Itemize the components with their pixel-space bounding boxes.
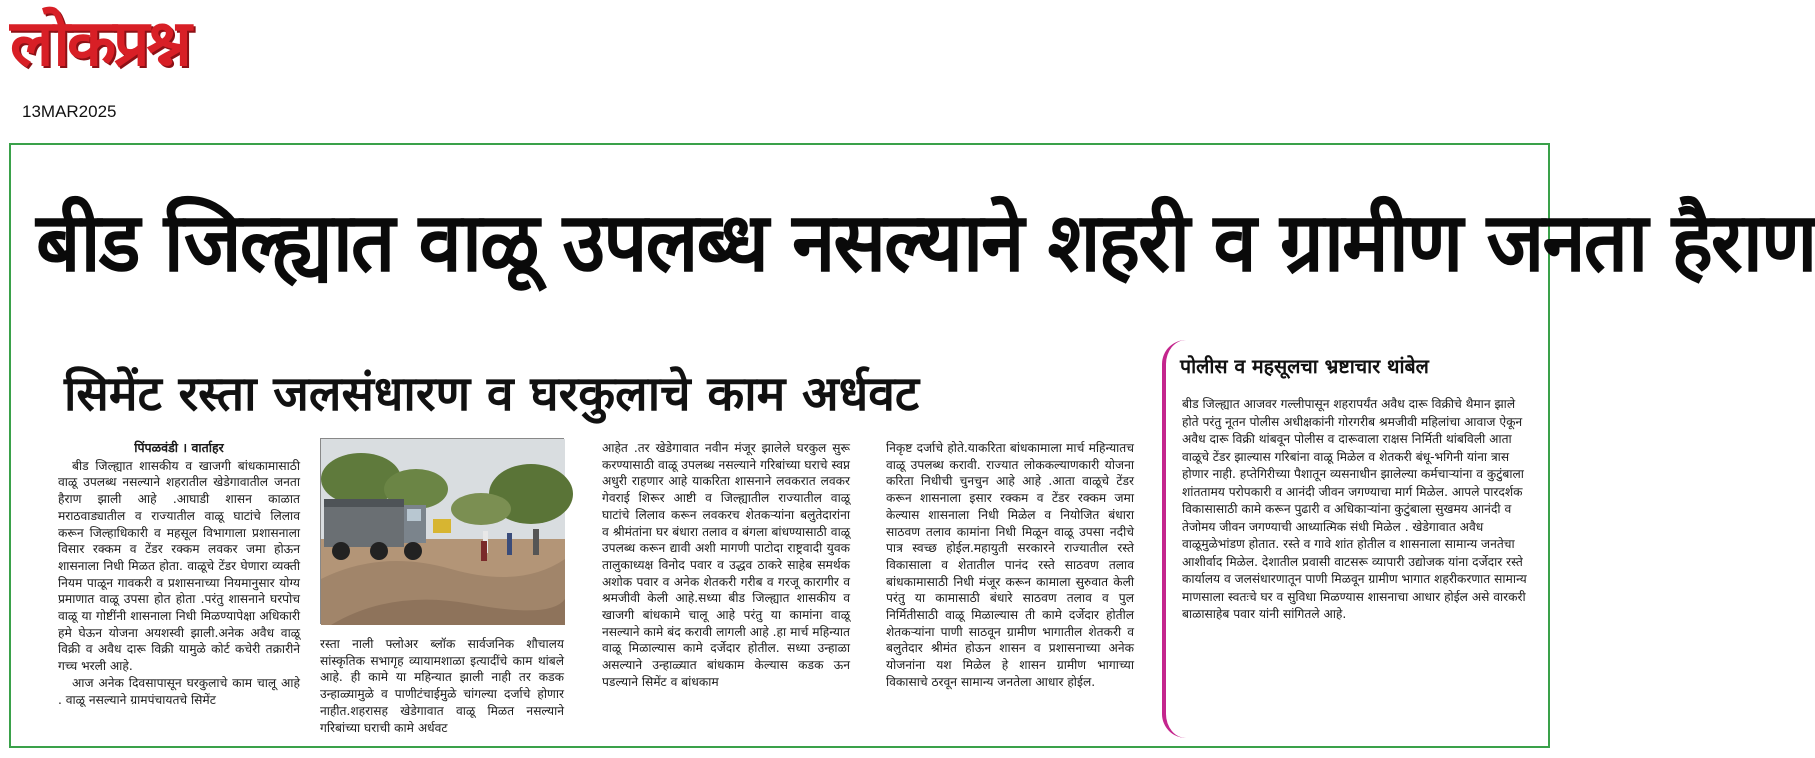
sidebar-text: बीड जिल्ह्यात आजवर गल्लीपासून शहरापर्यंत अवैध दारू विक्रीचे थैमान झाले होते परंतु नूतन पोलीस अधीक्षकांनी गोरगरीब श्रमजीवी महिलांचा आवाज ऐकून अवैध दारू विक्री थांबवून पोलीस व दारूवाला राक्षस निर्मिती थांबविली आता वाळूचे टेंडर झाल्यास गरिबांना वाळू मिळेल व शेतकरी बंधू-भगिनी यांना त्रास होणार नाही. हप्तेगिरीच्या पैशातून व्यसनाधीन झालेल्या कर्मचाऱ्यांना व कुटुंबाला शांततामय परोपकारी व आनंदी जीवन जगण्याचा मार्ग मिळेल. आपले पारदर्शक विकासासाठी कामे करून पुढारी व अधिकाऱ्यांना कुटुंबाला सुखमय आनंदी व तेजोमय जीवन जगण्याची आध्यात्मिक संधी मिळेल . खेडेगावात अवैध वाळूमुळेभांडण होतात. रस्ते व गावे शांत होतील व शासनाला सामान्य जनतेचा आशीर्वाद मिळेल. देशातील प्रवासी वाटसरू व्यापारी उद्योजक यांना दर्जेदार रस्ते कार्यालय व जलसंधारणातून पाणी मिळवून ग्रामीण भागात शहरीकरणात सामान्य माणसाला स्वतःचे घर व सुविधा मिळण्यास शासनाचा आधार होईल असे वारकरी बाळासाहेब पवार यांनी सांगितले आहे.	[1182, 397, 1527, 621]
sand-truck-photo	[321, 439, 565, 625]
column-2-paragraph: रस्ता नाली फ्लोअर ब्लॉक सार्वजनिक शौचालय सांस्कृतिक सभागृह व्यायामशाळा इत्यादींचे काम थांबले आहे. ही कामे या महिन्यात झाली नाही तर कडक उन्हाळ्यामुळे व पाणीटंचाईमुळे चांगल्या दर्जाचे होणार नाहीत.शहरासह खेडेगावात वाळू मिळत नसल्याने गरिबांच्या घराची कामे अर्धवट	[320, 637, 564, 735]
article-subheadline: सिमेंट रस्ता जलसंधारण व घरकुलाचे काम अर्धवट	[64, 366, 920, 422]
column-4-paragraph: निकृष्ट दर्जाचे होते.याकरिता बांधकामाला मार्च महिन्यातच वाळू उपलब्ध करावी. राज्यात लोककल्याणकारी योजना करिता निधीची चुनचुन आहे आहे .आता वाळूचे टेंडर करून शासनाला इसार रक्कम व टेंडर रक्कम जमा केल्यास शासनाला निधी मिळेल व नियोजित बंधारा साठवण तलाव कामांना निधी मिळून वाळू उपसा नदीचे पात्र स्वच्छ होईल.महायुती सरकारने राज्यातील रस्ते विकासाला व शेतातील पानंद रस्ते साठवण तलाव बांधकामासाठी निधी मंजूर करून कामाला सुरुवात केली परंतु या कामासाठी बंधारे साठवण तलाव व पुल निर्मितीसाठी वाळू मिळाल्यास ती कामे दर्जेदार होतील शेतकऱ्यांना पाणी साठवून ग्रामीण भागातील शेतकरी व बलुतेदार श्रीमंत होऊन शासन व प्रशासनाच्या अनेक योजनांना यश मिळेल हे शासन ग्रामीण भागाच्या विकासाचे ठरवून सामान्य जनतेला आधार होईल.	[886, 441, 1134, 689]
article-column-1	[58, 440, 300, 740]
article-column-4	[886, 440, 1134, 740]
column-3-paragraph: आहेत .तर खेडेगावात नवीन मंजूर झालेले घरकुल सुरू करण्यासाठी वाळू उपलब्ध नसल्याने गरिबांच्या घराचे स्वप्न अधुरी राहणार आहे याकरिता शासनाने लवकरात लवकर गेवराई शिरूर आष्टी व जिल्ह्यातील राज्यातील वाळू घाटांचे लिलाव करून लवकरच शेतकऱ्यांना बलुतेदारांना व श्रीमंतांना घर बंधारा तलाव व बंगला बांधण्यासाठी वाळू उपलब्ध करून द्यावी अशी मागणी पाटोदा राष्ट्रवादी युवक तालुकाध्यक्ष विनोद पवार व उद्धव ठाकरे साहेब समर्थक अशोक पवार व अनेक शेतकरी गरीब व गरजू कारागीर व श्रमजीवी केली आहे.सध्या बीड जिल्ह्यात शासकीय व खाजगी बांधकामे चालू आहे परंतु या कामांना वाळू नसल्याने कामे बंद करावी लागली आहे .हा मार्च महिन्यात वाळू मिळाल्यास कामे दर्जेदार होतील. सध्या उन्हाळा असल्याने उन्हाळ्यात बांधकाम केल्यास कडक ऊन पडल्याने सिमेंट व बांधकाम	[602, 441, 850, 689]
column-1-paragraph-1: बीड जिल्ह्यात शासकीय व खाजगी बांधकामासाठी वाळू उपलब्ध नसल्याने शहरातील खेडेगावातील जनता हैराण झाली आहे .आघाडी शासन काळात मराठवाड्यातील व राज्यातील वाळू घाटांचे लिलाव करून जिल्हाधिकारी व महसूल विभागाला प्रशासनाला विसार रक्कम व टेंडर रक्कम लवकर जमा होऊन शासनाला निधी मिळत होता. वाळूचे टेंडर घेणारा व्यक्ती नियम पाळून गावकरी व प्रशासनाच्या नियमानुसार योग्य प्रमाणात वाळू उपसा होत होता .परंतु शासनाने घरपोच वाळू या गोष्टींनी शासनाला निधी मिळण्यापेक्षा अधिकारी हमे घेऊन योजना अयशस्वी झाली.अनेक अवैध वाळू विक्री व अवैध दारू विक्री यामुळे कोर्ट कचेरी तक्रारीने गच्च भरली आहे.	[58, 458, 300, 674]
newspaper-masthead: लोकप्रश्न	[10, 7, 189, 81]
article-photo	[320, 438, 564, 624]
article-column-2	[320, 636, 564, 740]
article-byline: पिंपळवंडी । वार्ताहर	[134, 440, 224, 455]
article-headline: बीड जिल्ह्यात वाळू उपलब्ध नसल्याने शहरी व ग्रामीण जनता हैराण	[36, 195, 1815, 291]
sidebar-title: पोलीस व महसूलचा भ्रष्टाचार थांबेल	[1180, 355, 1429, 378]
column-1-paragraph-2: आज अनेक दिवसापासून घरकुलाचे काम चालू आहे . वाळू नसल्याने ग्रामपंचायतचे सिमेंट	[58, 675, 300, 707]
publication-date: 13MAR2025	[22, 102, 117, 121]
article-column-3	[602, 440, 850, 740]
